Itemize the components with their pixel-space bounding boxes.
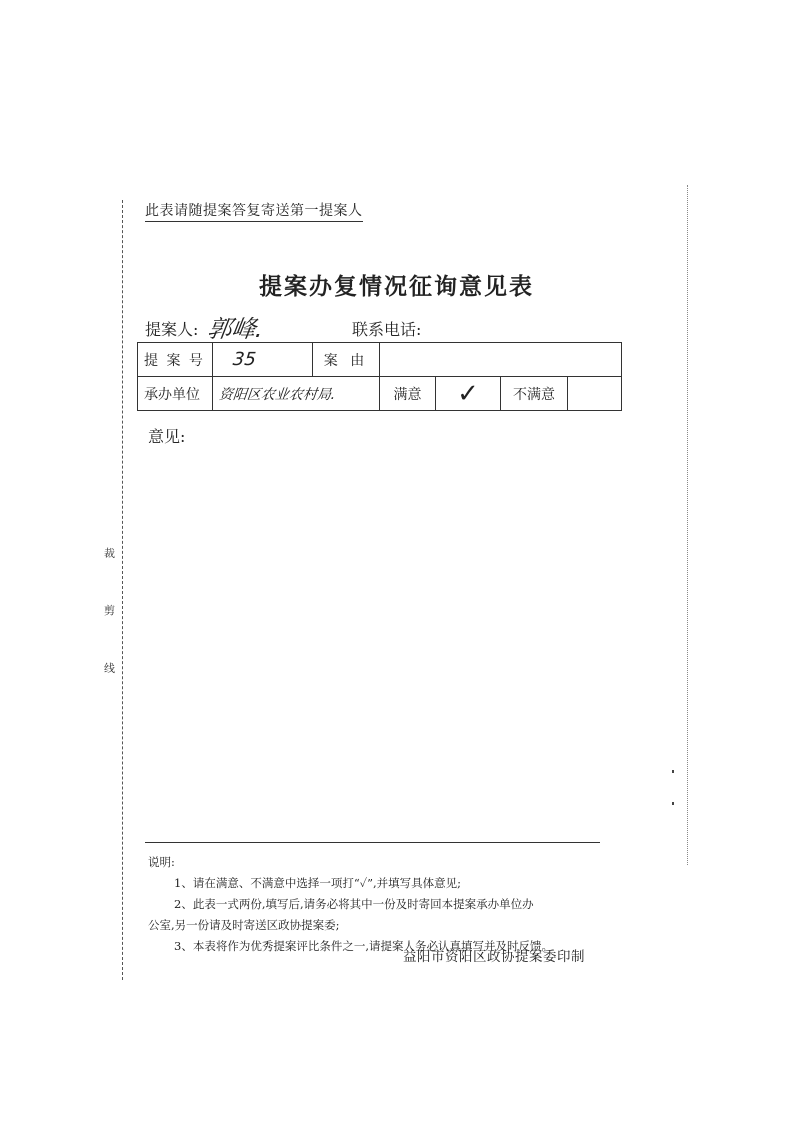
contact-label: 联系电话: xyxy=(352,320,422,339)
divider xyxy=(145,842,600,843)
note-item-3: 3、本表将作为优秀提案评比条件之一,请提案人务必认真填写并及时反馈。 xyxy=(174,939,553,953)
printer-credit: 益阳市资阳区政协提案委印制 xyxy=(403,949,585,965)
proposal-no-value[interactable] xyxy=(213,343,313,377)
note-item-2b: 公室,另一份请及时寄送区政协提案委; xyxy=(148,918,340,932)
notes-section xyxy=(148,852,608,957)
table-row xyxy=(138,377,622,411)
proposer-value[interactable]: 郭峰. xyxy=(205,315,266,343)
top-note: 此表请随提案答复寄送第一提案人 xyxy=(145,200,363,222)
table-row xyxy=(138,343,622,377)
opinion-area[interactable] xyxy=(148,450,598,830)
unsatisfied-checkbox[interactable] xyxy=(568,377,622,411)
proposal-form-table xyxy=(137,342,622,411)
unit-value[interactable] xyxy=(213,377,380,411)
page-title: 提案办复情况征询意见表 xyxy=(259,273,534,300)
unsatisfied-label: 不满意 xyxy=(501,377,568,411)
unit-label: 承办单位 xyxy=(138,377,213,411)
proposal-no-text: 35 xyxy=(231,349,258,370)
notes-heading: 说明: xyxy=(148,855,175,869)
unit-value-text: 资阳区农业农村局. xyxy=(218,386,337,403)
satisfied-checkbox[interactable] xyxy=(436,377,501,411)
note-item-1: 1、请在满意、不满意中选择一项打“✓”,并填写具体意见; xyxy=(174,876,462,890)
proposer-label: 提案人: xyxy=(145,320,199,339)
opinion-label: 意见: xyxy=(148,427,186,446)
scan-dot xyxy=(672,802,674,805)
cut-line-char: 剪 xyxy=(104,604,115,617)
reason-value[interactable] xyxy=(380,343,622,377)
note-item-2a: 2、此表一式两份,填写后,请务必将其中一份及时寄回本提案承办单位办 xyxy=(174,897,534,911)
cut-line-char: 裁 xyxy=(104,547,115,560)
check-icon: ✓ xyxy=(457,378,479,409)
scan-dot xyxy=(672,770,674,773)
cut-line xyxy=(122,200,123,980)
cut-line-char: 线 xyxy=(104,662,115,675)
reason-label: 案 由 xyxy=(313,343,380,377)
satisfied-label: 满意 xyxy=(380,377,436,411)
proposal-no-label: 提 案 号 xyxy=(138,343,213,377)
